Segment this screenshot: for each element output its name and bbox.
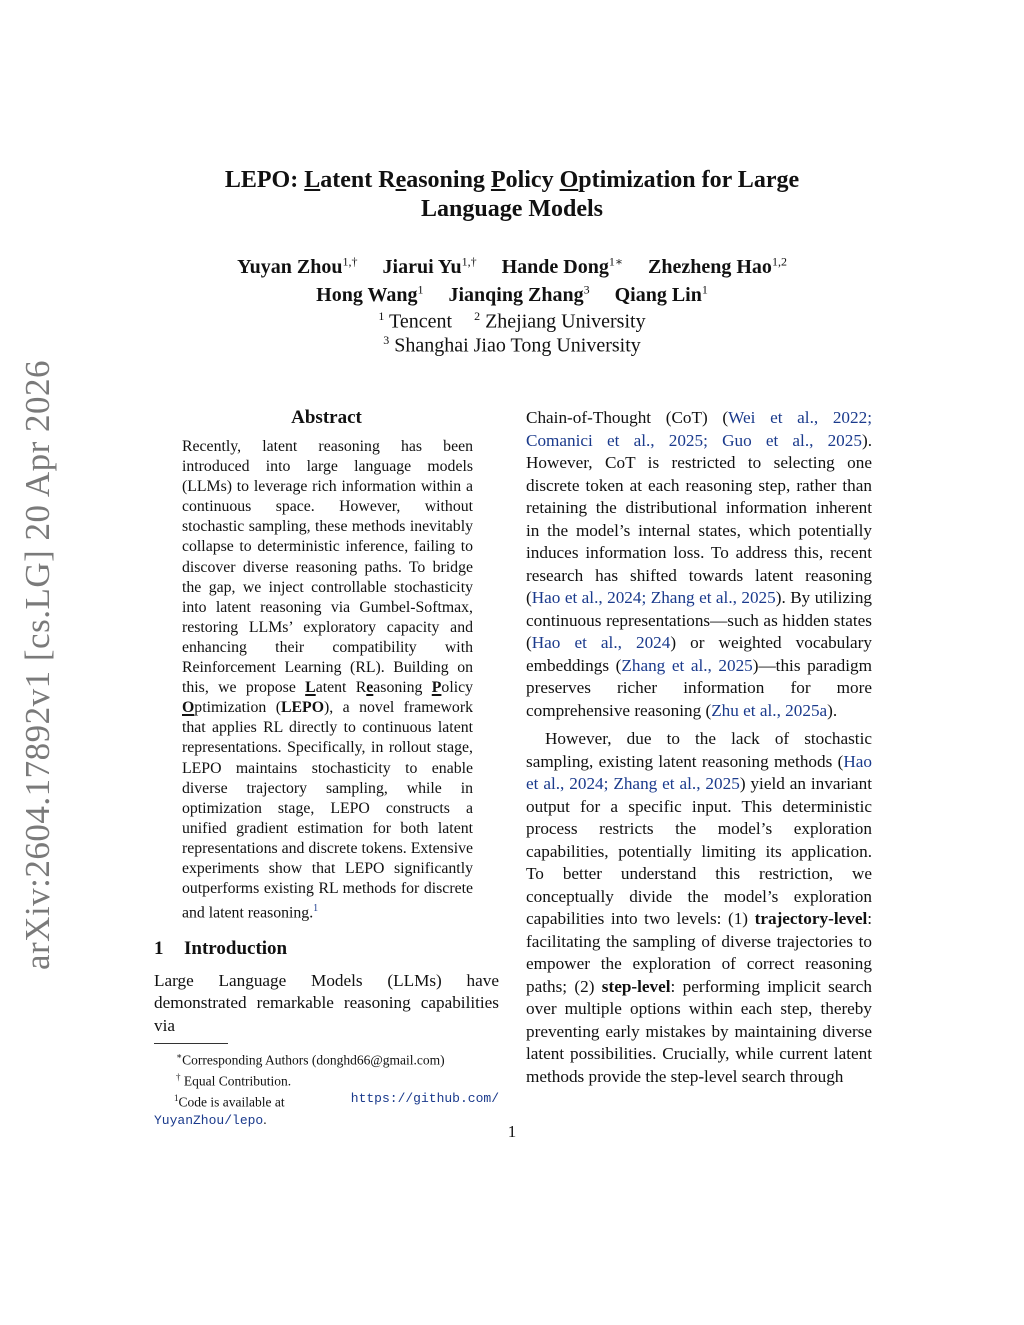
author-list-row-2	[150, 282, 874, 307]
affiliation-mark: 1	[378, 309, 385, 323]
author-affil-mark: 1,†	[461, 254, 477, 268]
title-underline-e: e	[395, 167, 407, 193]
footnote-text: Corresponding Authors (donghd66@gmail.com)	[182, 1052, 445, 1068]
title-part: ptimization for Large	[578, 167, 800, 193]
affiliation-name: Tencent	[389, 310, 453, 333]
affiliation-name: Shanghai Jiao Tong University	[394, 334, 641, 357]
abstract-text: olicy	[441, 679, 474, 697]
introduction-paragraph-2	[526, 728, 872, 1088]
body-text: : performing implicit search over multiple options within each step, thereby preventing early mistakes by maintaining diverse latent possibilities. Crucially, while current latent methods provide the step-level search through	[526, 976, 872, 1086]
right-column	[526, 407, 872, 1088]
author-affil-mark: 1	[701, 282, 708, 296]
author-affil-mark: 3	[583, 282, 590, 296]
abstract-text: ptimization (	[194, 699, 281, 717]
introduction-paragraph-1	[526, 407, 872, 722]
abstract-acronym: LEPO	[280, 699, 324, 717]
citation-separator: ;	[603, 774, 614, 793]
abstract-heading: Abstract	[291, 407, 362, 428]
footnote-code	[154, 1090, 499, 1111]
author-name: Hande Dong	[501, 255, 609, 278]
section-number: 1	[154, 937, 164, 959]
body-text: ) yield an invariant output for a specific input. This deterministic process restricts the model’s exploration capabilities, potentially limiting its application. To better understand this restriction, we conceptually divide the model’s exploration capabilities into two levels: (1)	[526, 774, 872, 928]
body-text: ). However, CoT is restricted to selecting one discrete token at each reasoning step, rather than retaining the distributional information inherent in the model’s internal states, which potentially induces information loss. To address this, recent research has shifted towards latent reasoning (	[526, 430, 872, 607]
author-affil-mark: 1,2	[771, 254, 787, 268]
code-link[interactable]: https://github.com/	[350, 1091, 499, 1107]
citation-link[interactable]: Guo et al., 2025	[722, 430, 862, 450]
footnote-divider	[154, 1043, 228, 1044]
abstract-text: Recently, latent reasoning has been introduced into large language models (LLMs) to leverage rich information within a continuous space. However, without stochastic sampling, these methods inevitably collapse to deterministic inference, failing to discover diverse reasoning paths. To bridge the gap, we inject controllable stochasticity into latent reasoning via Gumbel-Softmax, restoring LLMs’ exploratory capacity and enhancing their compatibility with Reinforcement Learning (RL). Building on this, we propose	[182, 438, 473, 697]
affiliations-row-2	[150, 333, 874, 358]
bold-term: step-level	[601, 976, 671, 996]
author-name: Yuyan Zhou	[237, 255, 343, 278]
author	[502, 256, 623, 278]
author-name: Zhezheng Hao	[648, 255, 772, 278]
title-part: asoning	[406, 167, 491, 193]
footnote-corresponding	[154, 1048, 499, 1069]
citation-separator: ;	[641, 588, 651, 607]
footnote-text: Equal Contribution.	[183, 1073, 292, 1089]
body-text: ).	[827, 700, 838, 720]
citation-link[interactable]: Hao et al., 2024	[531, 588, 642, 607]
author	[383, 256, 477, 278]
citation-separator: ;	[703, 430, 723, 450]
author	[237, 256, 357, 278]
author-name: Jianqing Zhang	[448, 283, 584, 306]
author-name: Jiarui Yu	[382, 255, 462, 278]
abstract-underline: O	[182, 699, 195, 717]
footnote-mark: 1	[174, 1093, 179, 1104]
footnote-equal	[154, 1069, 499, 1090]
citation-link[interactable]: Hao et al., 2024	[531, 633, 671, 652]
citation-link[interactable]: Wei et al., 2022	[728, 408, 868, 427]
author	[316, 284, 423, 306]
title-part: atent R	[320, 167, 396, 193]
bold-term: trajectory-level	[754, 909, 868, 928]
section-title: Introduction	[184, 937, 288, 959]
author-name: Qiang Lin	[614, 283, 702, 306]
abstract-text: atent R	[315, 679, 367, 697]
citation-link[interactable]: Zhang et al., 2025	[613, 774, 740, 793]
author-name: Hong Wang	[316, 283, 418, 306]
title-underline-l: L	[304, 167, 321, 193]
section-heading-introduction	[154, 938, 499, 960]
introduction-paragraph: Large Language Models (LLMs) have demonstrated remarkable reasoning capabilities via	[154, 970, 499, 1035]
footnote-text: .	[263, 1112, 267, 1128]
arxiv-identifier-text: arXiv:2604.17892v1 [cs.LG] 20 Apr 2026	[18, 359, 58, 971]
citation-link[interactable]: Zhang et al., 2025	[621, 655, 753, 675]
author	[648, 256, 787, 278]
affiliation-mark: 3	[383, 333, 390, 347]
citation-link[interactable]: Zhang et al., 2025	[650, 588, 776, 607]
citation-separator: ;	[867, 408, 872, 427]
abstract-underline: L	[305, 679, 316, 697]
footnote-mark: †	[176, 1072, 181, 1083]
body-text: : facilitating the sampling of diverse trajectories to empower the exploration of correct reasoning paths; (2)	[526, 909, 872, 996]
abstract-underline: e	[366, 679, 374, 697]
author	[449, 284, 590, 306]
arxiv-identifier	[16, 359, 60, 971]
title-underline-p: P	[490, 167, 506, 193]
footnote-text: Code is available at	[178, 1094, 285, 1110]
title-prefix: LEPO:	[224, 167, 305, 193]
body-text: )—this paradigm preserves richer information for more comprehensive reasoning (	[526, 655, 872, 720]
left-column	[154, 407, 499, 1130]
page-number: 1	[507, 1122, 517, 1141]
abstract-text: ), a novel framework that applies RL directly to continuous latent representations. Specifically, in rollout stage, LEPO maintains stochasticity to enable diverse trajectory sampling, while in optimization stage, LEPO constructs a unified gradient estimation for both latent representations and discrete tokens. Extensive experiments show that LEPO significantly outperforms existing RL methods for discrete and latent reasoning.	[182, 699, 473, 922]
citation-link[interactable]: Comanici et al., 2025	[526, 430, 704, 450]
citation-link[interactable]: Hao et al., 2024	[526, 751, 872, 793]
title-part: olicy	[505, 167, 560, 193]
author-affil-mark: 1∗	[608, 254, 624, 268]
author-list	[150, 254, 874, 279]
citation-link[interactable]: Zhu et al., 2025a	[711, 700, 828, 720]
title-line-2: Language Models	[420, 196, 603, 222]
affiliations	[150, 309, 874, 334]
abstract-text: asoning	[373, 679, 432, 697]
abstract-body	[154, 437, 499, 924]
body-text: However, due to the lack of stochastic sampling, existing latent reasoning methods (	[526, 729, 872, 771]
author-affil-mark: 1	[417, 282, 424, 296]
footnote-link[interactable]: 1	[313, 903, 319, 915]
author	[615, 284, 708, 306]
author-affil-mark: 1,†	[342, 254, 358, 268]
body-text: ) or weighted vocabulary embeddings (	[526, 633, 872, 675]
body-text: ). By utilizing continuous representations—such as hidden states (	[526, 588, 873, 652]
affiliation-name: Zhejiang University	[485, 310, 646, 333]
body-text: Chain-of-Thought (CoT) (	[526, 408, 729, 427]
footnote-mark: ∗	[176, 1051, 183, 1062]
paper-title	[150, 166, 874, 224]
code-link-continued[interactable]: YuyanZhou/lepo	[154, 1113, 264, 1129]
affiliation-mark: 2	[474, 309, 481, 323]
title-underline-o: O	[559, 167, 579, 193]
abstract-underline: P	[431, 679, 442, 697]
